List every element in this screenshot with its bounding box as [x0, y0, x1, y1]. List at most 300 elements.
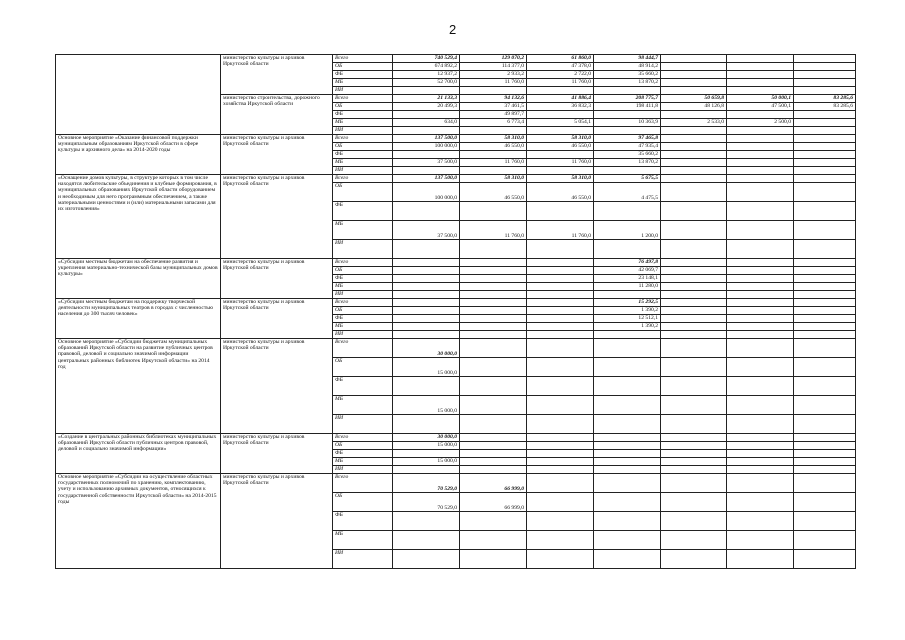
amount-cell	[727, 442, 794, 450]
amount-cell	[661, 474, 727, 493]
executor-cell: министерство культуры и архивов Иркутской области	[221, 55, 333, 95]
amount-cell	[794, 119, 856, 127]
funding-source-cell: ИИ	[333, 127, 393, 135]
amount-cell	[794, 396, 856, 415]
amount-cell	[527, 291, 594, 299]
amount-cell	[794, 415, 856, 434]
amount-cell: 2 722,0	[527, 71, 594, 79]
amount-cell	[460, 339, 527, 358]
amount-cell: 13 870,2	[594, 159, 661, 167]
amount-cell: 47 378,0	[527, 63, 594, 71]
funding-source-cell: ФБ	[333, 202, 393, 221]
funding-source-cell: МБ	[333, 396, 393, 415]
amount-cell	[527, 415, 594, 434]
funding-source-cell: ИИ	[333, 167, 393, 175]
amount-cell	[527, 331, 594, 339]
amount-cell	[661, 458, 727, 466]
amount-cell: 21 133,3	[393, 95, 460, 103]
amount-cell	[527, 315, 594, 323]
amount-cell: 13 870,2	[594, 79, 661, 87]
amount-cell: 15 000,0	[393, 458, 460, 466]
amount-cell	[727, 396, 794, 415]
amount-cell	[727, 143, 794, 151]
amount-cell: 674 892,2	[393, 63, 460, 71]
amount-cell: 50 000,1	[727, 95, 794, 103]
amount-cell: 66 999,0	[460, 493, 527, 512]
amount-cell: 42 069,7	[594, 267, 661, 275]
amount-cell	[794, 315, 856, 323]
table-row	[56, 135, 856, 143]
amount-cell	[794, 493, 856, 512]
amount-cell	[661, 240, 727, 259]
amount-cell	[460, 466, 527, 474]
program-name-cell: Основное мероприятие «Субсидии бюджетам муниципальных образований Иркутской области на развитие публичных центров правовой, деловой и социально значимой информации центральных районных библиотек Иркутской области» на 2014 год	[56, 339, 221, 434]
amount-cell	[727, 267, 794, 275]
funding-source-cell: ОБ	[333, 143, 393, 151]
amount-cell	[527, 466, 594, 474]
amount-cell	[594, 442, 661, 450]
amount-cell: 11 760,0	[460, 159, 527, 167]
amount-cell	[661, 396, 727, 415]
amount-cell: 5 054,1	[527, 119, 594, 127]
amount-cell	[527, 240, 594, 259]
amount-cell	[594, 358, 661, 377]
amount-cell	[594, 377, 661, 396]
amount-cell	[794, 434, 856, 442]
amount-cell	[393, 315, 460, 323]
amount-cell	[727, 466, 794, 474]
amount-cell	[661, 151, 727, 159]
funding-source-cell: Всего	[333, 95, 393, 103]
amount-cell: 52 700,0	[393, 79, 460, 87]
amount-cell	[794, 531, 856, 550]
amount-cell	[794, 299, 856, 307]
funding-source-cell: ФБ	[333, 275, 393, 283]
funding-source-cell: ОБ	[333, 183, 393, 202]
amount-cell	[794, 450, 856, 458]
funding-source-cell: ОБ	[333, 358, 393, 377]
table-body	[56, 55, 856, 569]
amount-cell	[393, 240, 460, 259]
amount-cell	[661, 331, 727, 339]
amount-cell	[794, 291, 856, 299]
amount-cell: 83 285,6	[794, 95, 856, 103]
amount-cell	[727, 458, 794, 466]
amount-cell	[794, 323, 856, 331]
amount-cell	[460, 275, 527, 283]
amount-cell: 36 832,3	[527, 103, 594, 111]
amount-cell: 58 310,0	[460, 175, 527, 183]
amount-cell	[727, 71, 794, 79]
amount-cell	[661, 415, 727, 434]
amount-cell	[727, 183, 794, 202]
amount-cell	[727, 55, 794, 63]
amount-cell	[794, 63, 856, 71]
amount-cell: 46 550,0	[460, 183, 527, 202]
amount-cell	[393, 415, 460, 434]
table-row	[56, 474, 856, 493]
amount-cell	[393, 87, 460, 95]
amount-cell: 1 200,0	[594, 221, 661, 240]
amount-cell	[527, 275, 594, 283]
amount-cell	[727, 291, 794, 299]
amount-cell	[727, 159, 794, 167]
amount-cell	[527, 259, 594, 267]
amount-cell	[527, 442, 594, 450]
amount-cell	[460, 415, 527, 434]
amount-cell	[794, 159, 856, 167]
amount-cell	[460, 307, 527, 315]
amount-cell	[794, 71, 856, 79]
amount-cell	[527, 474, 594, 493]
amount-cell: 10 363,9	[594, 119, 661, 127]
amount-cell	[527, 339, 594, 358]
amount-cell	[661, 323, 727, 331]
amount-cell	[661, 159, 727, 167]
amount-cell	[594, 466, 661, 474]
amount-cell	[727, 377, 794, 396]
amount-cell	[794, 283, 856, 291]
amount-cell	[727, 87, 794, 95]
amount-cell	[527, 434, 594, 442]
amount-cell: 15 000,0	[393, 442, 460, 450]
funding-source-cell: ОБ	[333, 267, 393, 275]
amount-cell: 58 310,0	[460, 135, 527, 143]
program-name-cell: «Оснащение домов культуры, в структуре которых в том числе находятся любительские объединения и клубные формирования, в муниципальных образованиях Иркутской области оборудованием и необходимым для него программным обеспечением, а также материальными ценностями и (или) материальными запасами для их изготовления»	[56, 175, 221, 259]
amount-cell	[661, 291, 727, 299]
amount-cell: 97 465,8	[594, 135, 661, 143]
funding-source-cell: ОБ	[333, 63, 393, 71]
amount-cell: 4 475,5	[594, 183, 661, 202]
executor-cell: министерство культуры и архивов Иркутской области	[221, 474, 333, 569]
amount-cell: 11 760,0	[460, 221, 527, 240]
amount-cell	[594, 111, 661, 119]
amount-cell	[661, 442, 727, 450]
amount-cell: 2 533,0	[661, 119, 727, 127]
amount-cell	[460, 299, 527, 307]
funding-source-cell: Всего	[333, 474, 393, 493]
amount-cell	[727, 151, 794, 159]
amount-cell	[794, 458, 856, 466]
amount-cell	[393, 466, 460, 474]
funding-source-cell: Всего	[333, 55, 393, 63]
amount-cell	[527, 396, 594, 415]
amount-cell	[393, 127, 460, 135]
amount-cell: 37 500,0	[393, 159, 460, 167]
amount-cell	[661, 127, 727, 135]
executor-cell: министерство строительства, дорожного хозяйства Иркутской области	[221, 95, 333, 135]
amount-cell: 50 659,8	[661, 95, 727, 103]
amount-cell: 58 310,0	[527, 135, 594, 143]
amount-cell: 2 500,0	[727, 119, 794, 127]
amount-cell	[727, 434, 794, 442]
executor-cell: министерство культуры и архивов Иркутской области	[221, 299, 333, 339]
amount-cell: 100 000,0	[393, 183, 460, 202]
amount-cell	[527, 127, 594, 135]
program-name-cell: «Субсидии местным бюджетам на обеспечение развития и укрепления материально-технической базы муниципальных домов культуры»	[56, 259, 221, 299]
amount-cell	[794, 466, 856, 474]
amount-cell	[594, 202, 661, 221]
amount-cell	[661, 167, 727, 175]
amount-cell: 47 935,4	[594, 143, 661, 151]
amount-cell: 37 461,5	[460, 103, 527, 111]
amount-cell	[794, 267, 856, 275]
amount-cell	[727, 307, 794, 315]
amount-cell	[393, 111, 460, 119]
executor-cell: министерство культуры и архивов Иркутской области	[221, 135, 333, 175]
amount-cell	[727, 135, 794, 143]
amount-cell: 23 148,1	[594, 275, 661, 283]
amount-cell	[393, 307, 460, 315]
amount-cell: 11 760,0	[527, 159, 594, 167]
amount-cell	[661, 79, 727, 87]
amount-cell	[661, 283, 727, 291]
funding-source-cell: Всего	[333, 299, 393, 307]
amount-cell	[661, 339, 727, 358]
funding-source-cell: ФБ	[333, 512, 393, 531]
amount-cell: 35 660,2	[594, 151, 661, 159]
amount-cell	[794, 512, 856, 531]
amount-cell: 11 280,0	[594, 283, 661, 291]
amount-cell: 15 000,0	[393, 358, 460, 377]
amount-cell	[727, 202, 794, 221]
amount-cell: 94 132,6	[460, 95, 527, 103]
amount-cell	[527, 87, 594, 95]
amount-cell	[594, 434, 661, 442]
funding-source-cell: ФБ	[333, 71, 393, 79]
amount-cell: 20 499,3	[393, 103, 460, 111]
funding-source-cell: Всего	[333, 259, 393, 267]
amount-cell	[661, 450, 727, 458]
amount-cell: 48 126,8	[661, 103, 727, 111]
amount-cell	[594, 331, 661, 339]
amount-cell	[794, 240, 856, 259]
executor-cell: министерство культуры и архивов Иркутской области	[221, 339, 333, 434]
funding-source-cell: ФБ	[333, 151, 393, 159]
funding-source-cell: МБ	[333, 221, 393, 240]
amount-cell	[794, 87, 856, 95]
amount-cell	[727, 415, 794, 434]
amount-cell: 1 390,2	[594, 307, 661, 315]
program-name-cell: «Субсидии местным бюджетам на поддержку творческой деятельности муниципальных театров в городах с численностью населения до 300 тысяч человек»	[56, 299, 221, 339]
funding-source-cell: ОБ	[333, 442, 393, 450]
amount-cell	[594, 396, 661, 415]
funding-source-cell: МБ	[333, 531, 393, 550]
amount-cell	[727, 275, 794, 283]
amount-cell	[527, 167, 594, 175]
amount-cell	[594, 531, 661, 550]
amount-cell: 76 497,8	[594, 259, 661, 267]
funding-source-cell: Всего	[333, 175, 393, 183]
amount-cell	[661, 267, 727, 275]
amount-cell	[460, 127, 527, 135]
amount-cell	[661, 434, 727, 442]
amount-cell	[794, 259, 856, 267]
amount-cell	[460, 202, 527, 221]
amount-cell: 46 550,0	[527, 143, 594, 151]
amount-cell	[594, 474, 661, 493]
funding-source-cell: МБ	[333, 119, 393, 127]
amount-cell: 98 444,7	[594, 55, 661, 63]
amount-cell	[794, 307, 856, 315]
amount-cell	[393, 259, 460, 267]
amount-cell	[794, 550, 856, 569]
table-row	[56, 299, 856, 307]
amount-cell: 740 529,4	[393, 55, 460, 63]
amount-cell	[460, 331, 527, 339]
amount-cell	[594, 493, 661, 512]
amount-cell	[661, 275, 727, 283]
table-row	[56, 55, 856, 63]
table-row	[56, 434, 856, 442]
funding-source-cell: ОБ	[333, 307, 393, 315]
amount-cell: 58 310,0	[527, 175, 594, 183]
amount-cell	[393, 323, 460, 331]
amount-cell	[727, 550, 794, 569]
amount-cell: 49 897,7	[460, 111, 527, 119]
amount-cell	[527, 450, 594, 458]
amount-cell	[460, 531, 527, 550]
amount-cell	[661, 466, 727, 474]
funding-source-cell: ИИ	[333, 240, 393, 259]
amount-cell: 137 500,0	[393, 175, 460, 183]
program-name-cell: Основное мероприятие «Оказание финансовой поддержки муниципальным образованиям Иркутской области в сфере культуры и архивного дела» на 2014-2020 годы	[56, 135, 221, 175]
amount-cell	[460, 315, 527, 323]
amount-cell	[661, 63, 727, 71]
amount-cell	[661, 111, 727, 119]
amount-cell	[794, 331, 856, 339]
amount-cell	[661, 87, 727, 95]
amount-cell	[794, 135, 856, 143]
financing-table	[55, 54, 856, 569]
amount-cell	[460, 450, 527, 458]
amount-cell	[527, 550, 594, 569]
amount-cell	[661, 135, 727, 143]
amount-cell	[794, 339, 856, 358]
amount-cell	[661, 299, 727, 307]
amount-cell	[727, 63, 794, 71]
amount-cell	[794, 79, 856, 87]
amount-cell	[393, 450, 460, 458]
amount-cell	[727, 299, 794, 307]
amount-cell: 12 512,1	[594, 315, 661, 323]
amount-cell	[727, 474, 794, 493]
amount-cell: 11 760,0	[527, 221, 594, 240]
amount-cell: 11 760,0	[527, 79, 594, 87]
amount-cell	[527, 307, 594, 315]
amount-cell	[661, 550, 727, 569]
amount-cell: 6 773,4	[460, 119, 527, 127]
funding-source-cell: Всего	[333, 434, 393, 442]
amount-cell	[527, 151, 594, 159]
amount-cell: 114 377,0	[460, 63, 527, 71]
amount-cell	[594, 512, 661, 531]
amount-cell	[661, 183, 727, 202]
amount-cell: 2 933,2	[460, 71, 527, 79]
amount-cell	[661, 259, 727, 267]
amount-cell	[460, 283, 527, 291]
amount-cell	[393, 299, 460, 307]
amount-cell	[460, 358, 527, 377]
funding-source-cell: ФБ	[333, 377, 393, 396]
amount-cell	[393, 283, 460, 291]
amount-cell	[794, 143, 856, 151]
amount-cell	[794, 175, 856, 183]
amount-cell	[727, 450, 794, 458]
amount-cell	[794, 442, 856, 450]
amount-cell	[661, 175, 727, 183]
amount-cell	[727, 512, 794, 531]
amount-cell	[527, 377, 594, 396]
amount-cell	[393, 331, 460, 339]
funding-source-cell: ИИ	[333, 415, 393, 434]
amount-cell	[661, 358, 727, 377]
amount-cell	[661, 221, 727, 240]
funding-source-cell: ИИ	[333, 291, 393, 299]
amount-cell	[460, 259, 527, 267]
funding-source-cell: Всего	[333, 339, 393, 358]
amount-cell	[661, 531, 727, 550]
amount-cell	[460, 458, 527, 466]
amount-cell: 30 000,0	[393, 434, 460, 442]
amount-cell	[727, 531, 794, 550]
executor-cell: министерство культуры и архивов Иркутской области	[221, 434, 333, 474]
amount-cell	[727, 127, 794, 135]
amount-cell	[594, 450, 661, 458]
amount-cell	[794, 275, 856, 283]
amount-cell	[794, 111, 856, 119]
amount-cell: 35 660,2	[594, 71, 661, 79]
amount-cell	[393, 267, 460, 275]
funding-source-cell: ИИ	[333, 550, 393, 569]
amount-cell	[727, 259, 794, 267]
amount-cell	[727, 79, 794, 87]
amount-cell	[393, 512, 460, 531]
amount-cell	[527, 299, 594, 307]
amount-cell	[594, 339, 661, 358]
amount-cell	[527, 458, 594, 466]
amount-cell	[393, 167, 460, 175]
amount-cell	[661, 493, 727, 512]
amount-cell	[527, 512, 594, 531]
amount-cell	[794, 358, 856, 377]
amount-cell	[460, 167, 527, 175]
amount-cell: 198 411,8	[594, 103, 661, 111]
amount-cell	[727, 111, 794, 119]
amount-cell: 1 390,2	[594, 323, 661, 331]
executor-cell: министерство культуры и архивов Иркутской области	[221, 175, 333, 259]
amount-cell	[594, 240, 661, 259]
amount-cell	[727, 493, 794, 512]
amount-cell	[527, 493, 594, 512]
amount-cell	[661, 315, 727, 323]
amount-cell	[393, 550, 460, 569]
amount-cell	[727, 221, 794, 240]
amount-cell	[727, 283, 794, 291]
amount-cell: 11 760,0	[460, 79, 527, 87]
amount-cell	[460, 550, 527, 569]
amount-cell: 41 886,4	[527, 95, 594, 103]
amount-cell	[393, 275, 460, 283]
amount-cell	[727, 358, 794, 377]
amount-cell	[460, 87, 527, 95]
funding-source-cell: МБ	[333, 458, 393, 466]
amount-cell: 70 529,0	[393, 474, 460, 493]
amount-cell	[594, 87, 661, 95]
amount-cell	[794, 183, 856, 202]
amount-cell	[527, 267, 594, 275]
amount-cell	[393, 377, 460, 396]
